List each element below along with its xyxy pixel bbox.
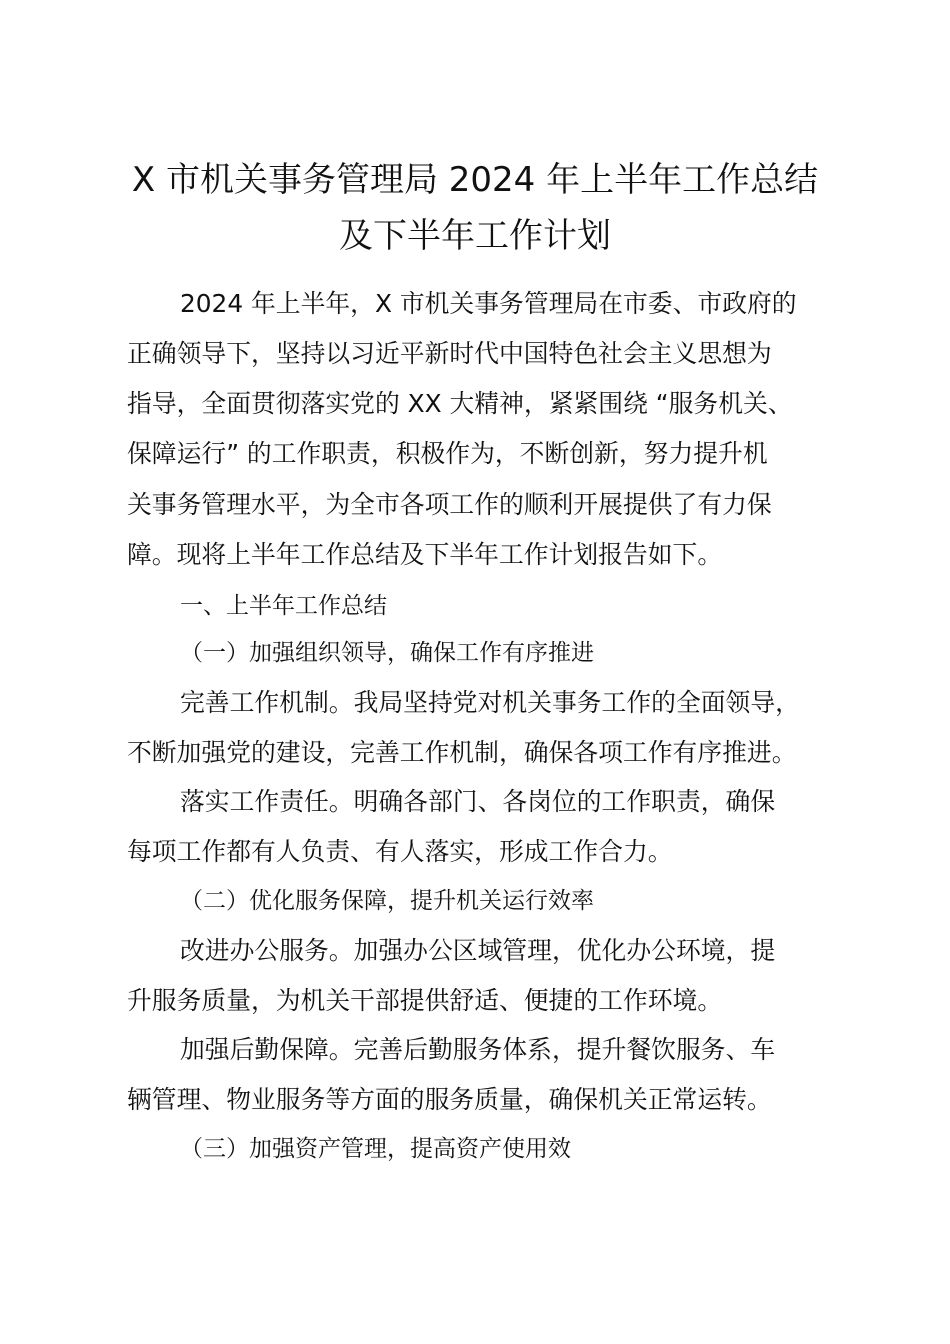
paragraph-line: 完善工作机制。我局坚持党对机关事务工作的全面领导， <box>180 688 800 717</box>
paragraph-line: 不断加强党的建设，完善工作机制，确保各项工作有序推进。 <box>127 738 797 767</box>
paragraph-line: 改进办公服务。加强办公区域管理，优化办公环境，提 <box>180 936 776 965</box>
paragraph-line: 加强后勤保障。完善后勤服务体系，提升餐饮服务、车 <box>180 1035 776 1064</box>
intro-line: 2024 年上半年，X 市机关事务管理局在市委、市政府的 <box>180 289 797 318</box>
paragraph-line: 落实工作责任。明确各部门、各岗位的工作职责，确保 <box>180 787 776 816</box>
paragraph-line: 升服务质量，为机关干部提供舒适、便捷的工作环境。 <box>127 986 723 1015</box>
intro-line: 保障运行” 的工作职责，积极作为，不断创新，努力提升机 <box>127 439 768 468</box>
intro-line: 指导，全面贯彻落实党的 XX 大精神，紧紧围绕 “服务机关、 <box>127 389 793 418</box>
document-title-line-1: X 市机关事务管理局 2024 年上半年工作总结 <box>131 160 819 200</box>
intro-line: 正确领导下，坚持以习近平新时代中国特色社会主义思想为 <box>127 339 772 368</box>
section-heading: 一、上半年工作总结 <box>180 593 387 619</box>
intro-line: 障。现将上半年工作总结及下半年工作计划报告如下。 <box>127 540 723 569</box>
document-title-line-2: 及下半年工作计划 <box>339 216 611 256</box>
paragraph-line: 每项工作都有人负责、有人落实，形成工作合力。 <box>127 837 673 866</box>
subsection-heading: （二）优化服务保障，提升机关运行效率 <box>180 888 594 914</box>
intro-line: 关事务管理水平，为全市各项工作的顺利开展提供了有力保 <box>127 490 772 519</box>
subsection-heading: （一）加强组织领导，确保工作有序推进 <box>180 640 594 666</box>
paragraph-line: 辆管理、物业服务等方面的服务质量，确保机关正常运转。 <box>127 1085 772 1114</box>
subsection-heading: （三）加强资产管理，提高资产使用效 <box>180 1136 571 1162</box>
